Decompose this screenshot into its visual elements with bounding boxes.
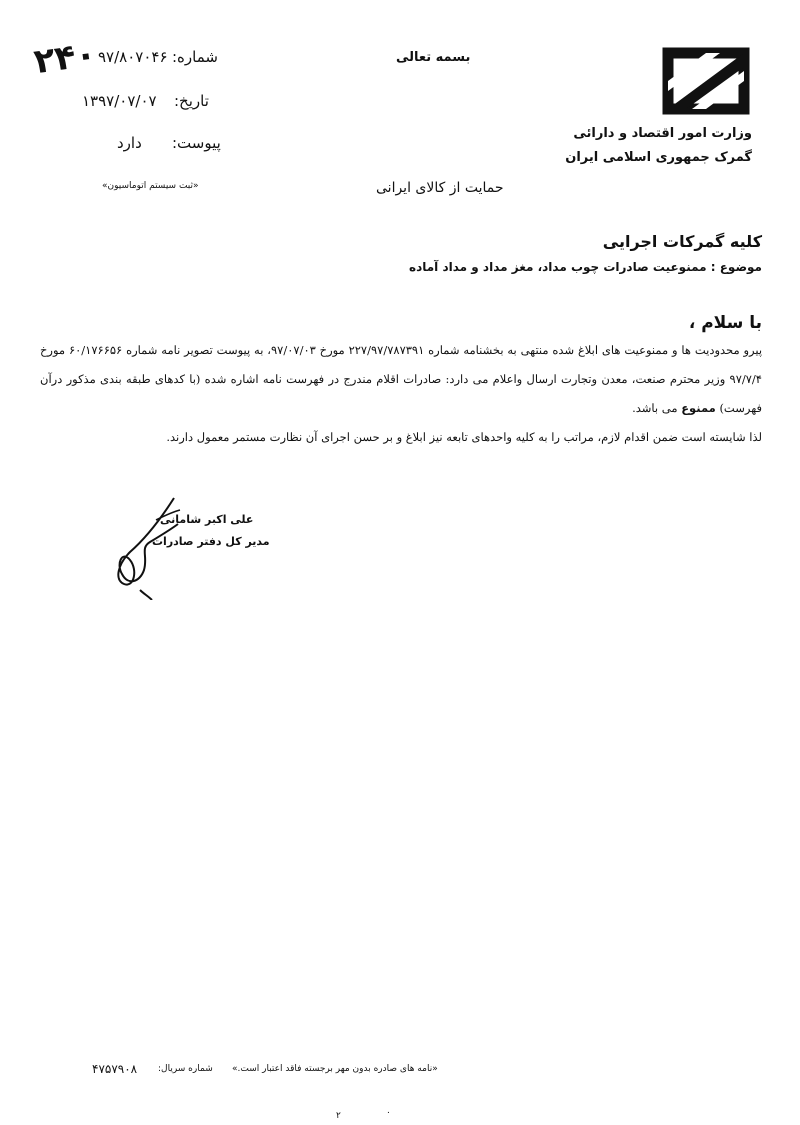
- greeting: با سلام ،: [688, 313, 762, 333]
- letter-number-value: ۹۷/۸۰۷۰۴۶: [98, 48, 168, 66]
- page-mark: ۲: [336, 1111, 341, 1121]
- recipient: کلیه گمرکات اجرایی: [602, 232, 762, 251]
- prohibited-word: ممنوع: [681, 401, 716, 415]
- customs-logo-icon: [660, 45, 752, 117]
- serial-value: ۴۷۵۷۹۰۸: [92, 1062, 138, 1076]
- attachment-label: پیوست:: [172, 134, 221, 152]
- letter-date-label: تاریخ:: [174, 92, 209, 110]
- bismillah-heading: بسمه تعالی: [396, 50, 471, 65]
- footer-note: «نامه های صادره بدون مهر برجسته فاقد اعتبار است.»: [232, 1064, 438, 1074]
- letter-date-value: ۱۳۹۷/۰۷/۰۷: [82, 92, 157, 110]
- handwritten-number: ۲۴۰: [31, 33, 99, 83]
- letter-number-label: شماره:: [172, 48, 218, 66]
- subject-line: موضوع : ممنوعیت صادرات چوب مداد، مغز مداد و مداد آماده: [409, 260, 762, 274]
- paragraph-1-end: می باشد.: [632, 401, 678, 415]
- paragraph-1: [40, 336, 762, 423]
- signatory-name: علی اکبر شامانی: [160, 513, 254, 526]
- paragraph-1-text: پیرو محدودیت ها و ممنوعیت های ابلاغ شده منتهی به بخشنامه شماره ۲۲۷/۹۷/۷۸۷۳۹۱ مورخ ۹۷/۰۷/۰۳، به پیوست تصویر نامه شماره ۶۰/۱۷۶۶۵۶ مورخ ۹۷/۷/۴ وزیر محترم صنعت، معدن وتجارت ارسال واعلام می دارد: صادرات اقلام مندرج در فهرست نامه اشاره شده (با کدهای طبقه بندی مذکور درآن فهرست): [40, 343, 763, 415]
- attachment-value: دارد: [117, 134, 142, 152]
- automation-note: «ثبت سیستم اتوماسیون»: [102, 181, 199, 191]
- paragraph-2: لذا شایسته است ضمن اقدام لازم، مراتب را به کلیه واحدهای تابعه نیز ابلاغ و بر حسن اجرای آن نظارت مستمر معمول دارند.: [166, 430, 762, 444]
- customs-name: گمرک جمهوری اسلامی ایران: [565, 150, 752, 165]
- signatory-title: مدیر کل دفتر صادرات: [152, 535, 270, 548]
- ministry-name: وزارت امور اقتصاد و دارائی: [573, 126, 752, 141]
- page-mark-dot: ٠: [386, 1108, 391, 1118]
- letter-body: [40, 336, 762, 452]
- slogan: حمایت از کالای ایرانی: [376, 180, 504, 196]
- serial-label: شماره سریال:: [158, 1064, 213, 1074]
